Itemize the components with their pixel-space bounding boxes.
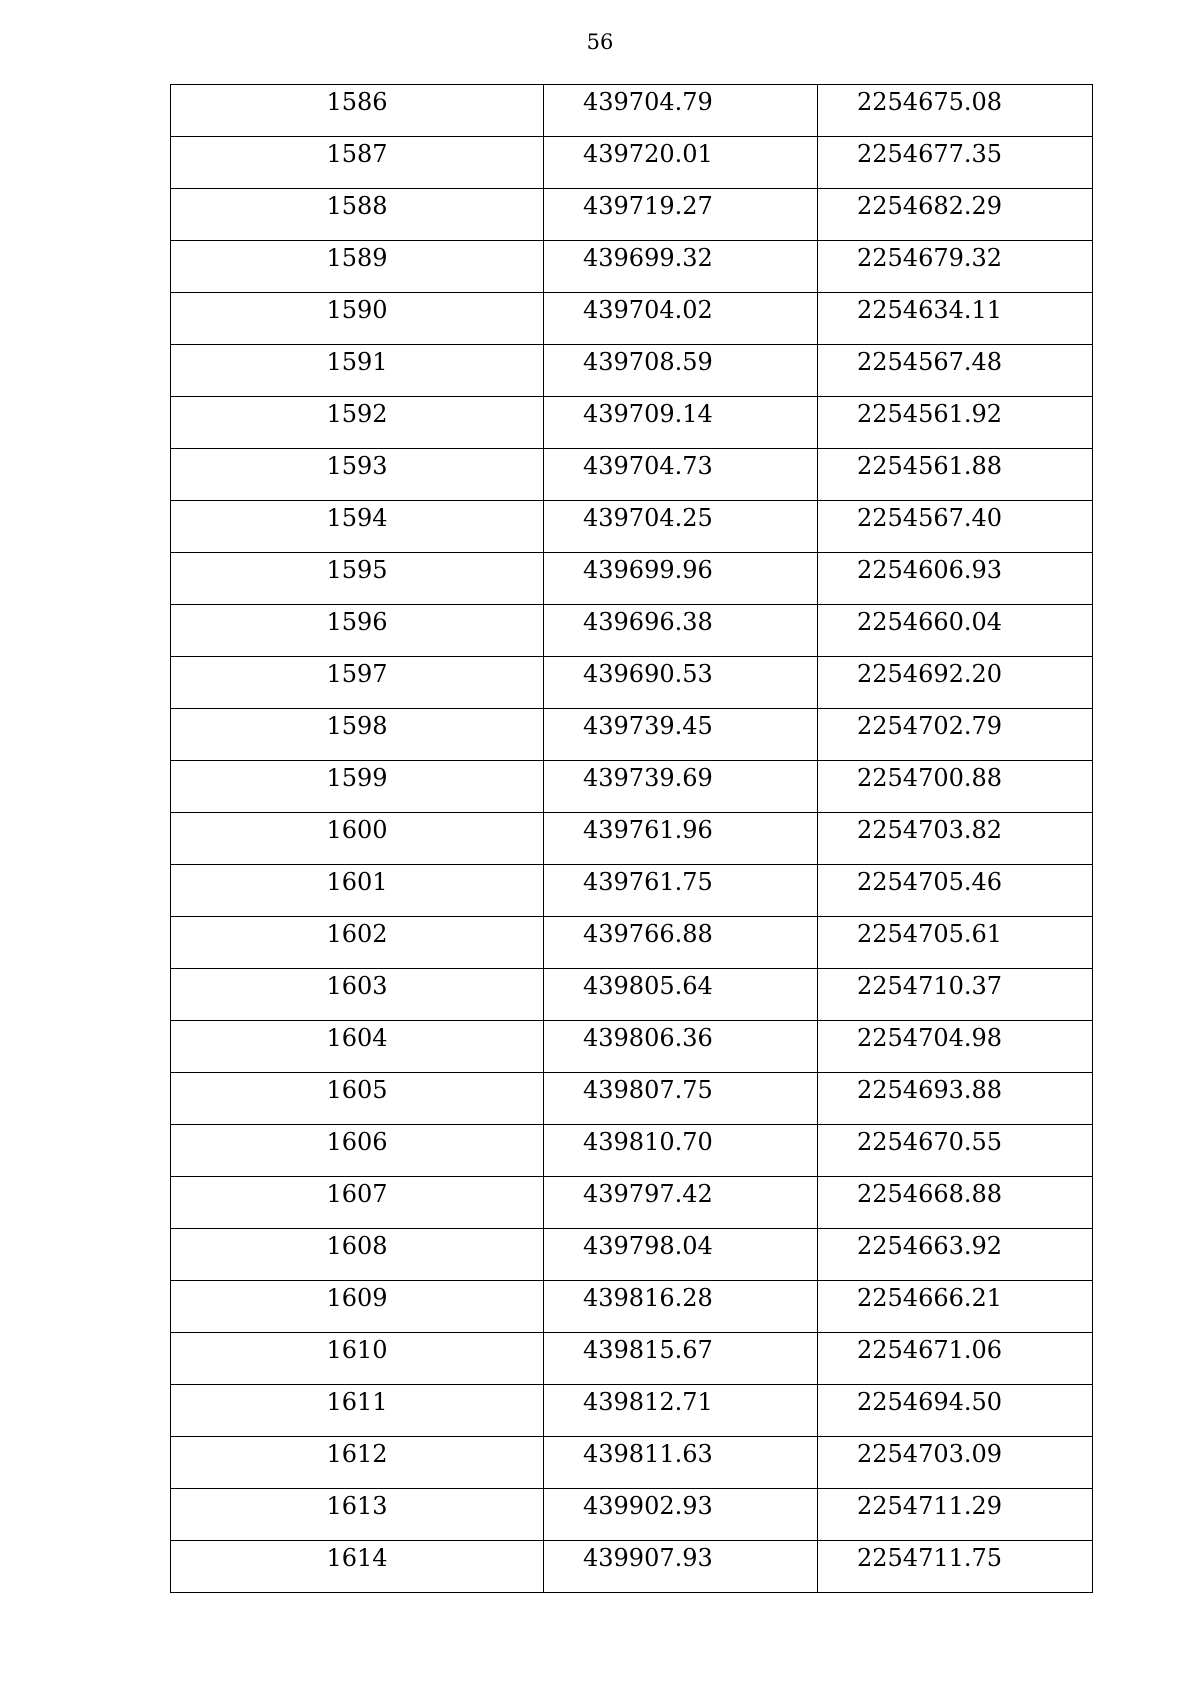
- x-coordinate-cell: 439709.14: [544, 397, 818, 449]
- table-row: [171, 1177, 1093, 1229]
- y-coordinate-cell: 2254677.35: [818, 137, 1093, 189]
- point-number-cell: 1608: [171, 1229, 544, 1281]
- table-row: [171, 1437, 1093, 1489]
- point-number-cell: 1589: [171, 241, 544, 293]
- x-coordinate-cell: 439811.63: [544, 1437, 818, 1489]
- point-number-cell: 1614: [171, 1541, 544, 1593]
- y-coordinate-cell: 2254567.48: [818, 345, 1093, 397]
- point-number-cell: 1594: [171, 501, 544, 553]
- y-coordinate-cell: 2254692.20: [818, 657, 1093, 709]
- x-coordinate-cell: 439797.42: [544, 1177, 818, 1229]
- table-row: [171, 241, 1093, 293]
- page-number: 56: [586, 30, 614, 54]
- point-number-cell: 1588: [171, 189, 544, 241]
- table-row: [171, 1073, 1093, 1125]
- point-number-cell: 1611: [171, 1385, 544, 1437]
- table-row: [171, 553, 1093, 605]
- x-coordinate-cell: 439902.93: [544, 1489, 818, 1541]
- y-coordinate-cell: 2254668.88: [818, 1177, 1093, 1229]
- y-coordinate-cell: 2254666.21: [818, 1281, 1093, 1333]
- x-coordinate-cell: 439766.88: [544, 917, 818, 969]
- point-number-cell: 1602: [171, 917, 544, 969]
- y-coordinate-cell: 2254634.11: [818, 293, 1093, 345]
- point-number-cell: 1605: [171, 1073, 544, 1125]
- coordinates-table: [170, 84, 1093, 1593]
- table-row: [171, 501, 1093, 553]
- x-coordinate-cell: 439704.02: [544, 293, 818, 345]
- x-coordinate-cell: 439798.04: [544, 1229, 818, 1281]
- table-row: [171, 813, 1093, 865]
- x-coordinate-cell: 439810.70: [544, 1125, 818, 1177]
- x-coordinate-cell: 439812.71: [544, 1385, 818, 1437]
- y-coordinate-cell: 2254660.04: [818, 605, 1093, 657]
- point-number-cell: 1591: [171, 345, 544, 397]
- point-number-cell: 1607: [171, 1177, 544, 1229]
- point-number-cell: 1601: [171, 865, 544, 917]
- x-coordinate-cell: 439708.59: [544, 345, 818, 397]
- y-coordinate-cell: 2254711.75: [818, 1541, 1093, 1593]
- table-row: [171, 1229, 1093, 1281]
- x-coordinate-cell: 439696.38: [544, 605, 818, 657]
- y-coordinate-cell: 2254694.50: [818, 1385, 1093, 1437]
- table-row: [171, 345, 1093, 397]
- y-coordinate-cell: 2254705.61: [818, 917, 1093, 969]
- point-number-cell: 1610: [171, 1333, 544, 1385]
- y-coordinate-cell: 2254705.46: [818, 865, 1093, 917]
- x-coordinate-cell: 439690.53: [544, 657, 818, 709]
- table-row: [171, 1385, 1093, 1437]
- point-number-cell: 1613: [171, 1489, 544, 1541]
- point-number-cell: 1598: [171, 709, 544, 761]
- table-row: [171, 137, 1093, 189]
- x-coordinate-cell: 439739.45: [544, 709, 818, 761]
- x-coordinate-cell: 439761.75: [544, 865, 818, 917]
- y-coordinate-cell: 2254700.88: [818, 761, 1093, 813]
- x-coordinate-cell: 439761.96: [544, 813, 818, 865]
- x-coordinate-cell: 439719.27: [544, 189, 818, 241]
- table-row: [171, 917, 1093, 969]
- table-row: [171, 605, 1093, 657]
- x-coordinate-cell: 439704.73: [544, 449, 818, 501]
- table-row: [171, 761, 1093, 813]
- table-row: [171, 397, 1093, 449]
- y-coordinate-cell: 2254606.93: [818, 553, 1093, 605]
- x-coordinate-cell: 439720.01: [544, 137, 818, 189]
- y-coordinate-cell: 2254561.88: [818, 449, 1093, 501]
- x-coordinate-cell: 439704.25: [544, 501, 818, 553]
- y-coordinate-cell: 2254670.55: [818, 1125, 1093, 1177]
- point-number-cell: 1599: [171, 761, 544, 813]
- point-number-cell: 1603: [171, 969, 544, 1021]
- point-number-cell: 1590: [171, 293, 544, 345]
- table-row: [171, 85, 1093, 137]
- point-number-cell: 1600: [171, 813, 544, 865]
- x-coordinate-cell: 439806.36: [544, 1021, 818, 1073]
- point-number-cell: 1597: [171, 657, 544, 709]
- y-coordinate-cell: 2254567.40: [818, 501, 1093, 553]
- point-number-cell: 1587: [171, 137, 544, 189]
- y-coordinate-cell: 2254703.82: [818, 813, 1093, 865]
- table-row: [171, 657, 1093, 709]
- y-coordinate-cell: 2254693.88: [818, 1073, 1093, 1125]
- y-coordinate-cell: 2254710.37: [818, 969, 1093, 1021]
- point-number-cell: 1592: [171, 397, 544, 449]
- x-coordinate-cell: 439815.67: [544, 1333, 818, 1385]
- point-number-cell: 1595: [171, 553, 544, 605]
- x-coordinate-cell: 439699.96: [544, 553, 818, 605]
- point-number-cell: 1593: [171, 449, 544, 501]
- table-row: [171, 1333, 1093, 1385]
- table-row: [171, 189, 1093, 241]
- point-number-cell: 1609: [171, 1281, 544, 1333]
- y-coordinate-cell: 2254671.06: [818, 1333, 1093, 1385]
- table-row: [171, 1125, 1093, 1177]
- point-number-cell: 1586: [171, 85, 544, 137]
- table-row: [171, 1281, 1093, 1333]
- table-row: [171, 449, 1093, 501]
- x-coordinate-cell: 439704.79: [544, 85, 818, 137]
- x-coordinate-cell: 439816.28: [544, 1281, 818, 1333]
- y-coordinate-cell: 2254711.29: [818, 1489, 1093, 1541]
- y-coordinate-cell: 2254679.32: [818, 241, 1093, 293]
- table-row: [171, 969, 1093, 1021]
- table-row: [171, 1021, 1093, 1073]
- x-coordinate-cell: 439699.32: [544, 241, 818, 293]
- point-number-cell: 1612: [171, 1437, 544, 1489]
- y-coordinate-cell: 2254663.92: [818, 1229, 1093, 1281]
- coordinates-table-body: [171, 85, 1093, 1593]
- x-coordinate-cell: 439805.64: [544, 969, 818, 1021]
- y-coordinate-cell: 2254561.92: [818, 397, 1093, 449]
- y-coordinate-cell: 2254702.79: [818, 709, 1093, 761]
- x-coordinate-cell: 439807.75: [544, 1073, 818, 1125]
- y-coordinate-cell: 2254675.08: [818, 85, 1093, 137]
- table-row: [171, 1489, 1093, 1541]
- y-coordinate-cell: 2254704.98: [818, 1021, 1093, 1073]
- table-row: [171, 1541, 1093, 1593]
- point-number-cell: 1604: [171, 1021, 544, 1073]
- point-number-cell: 1606: [171, 1125, 544, 1177]
- x-coordinate-cell: 439739.69: [544, 761, 818, 813]
- y-coordinate-cell: 2254682.29: [818, 189, 1093, 241]
- table-row: [171, 709, 1093, 761]
- point-number-cell: 1596: [171, 605, 544, 657]
- table-row: [171, 865, 1093, 917]
- y-coordinate-cell: 2254703.09: [818, 1437, 1093, 1489]
- table-row: [171, 293, 1093, 345]
- x-coordinate-cell: 439907.93: [544, 1541, 818, 1593]
